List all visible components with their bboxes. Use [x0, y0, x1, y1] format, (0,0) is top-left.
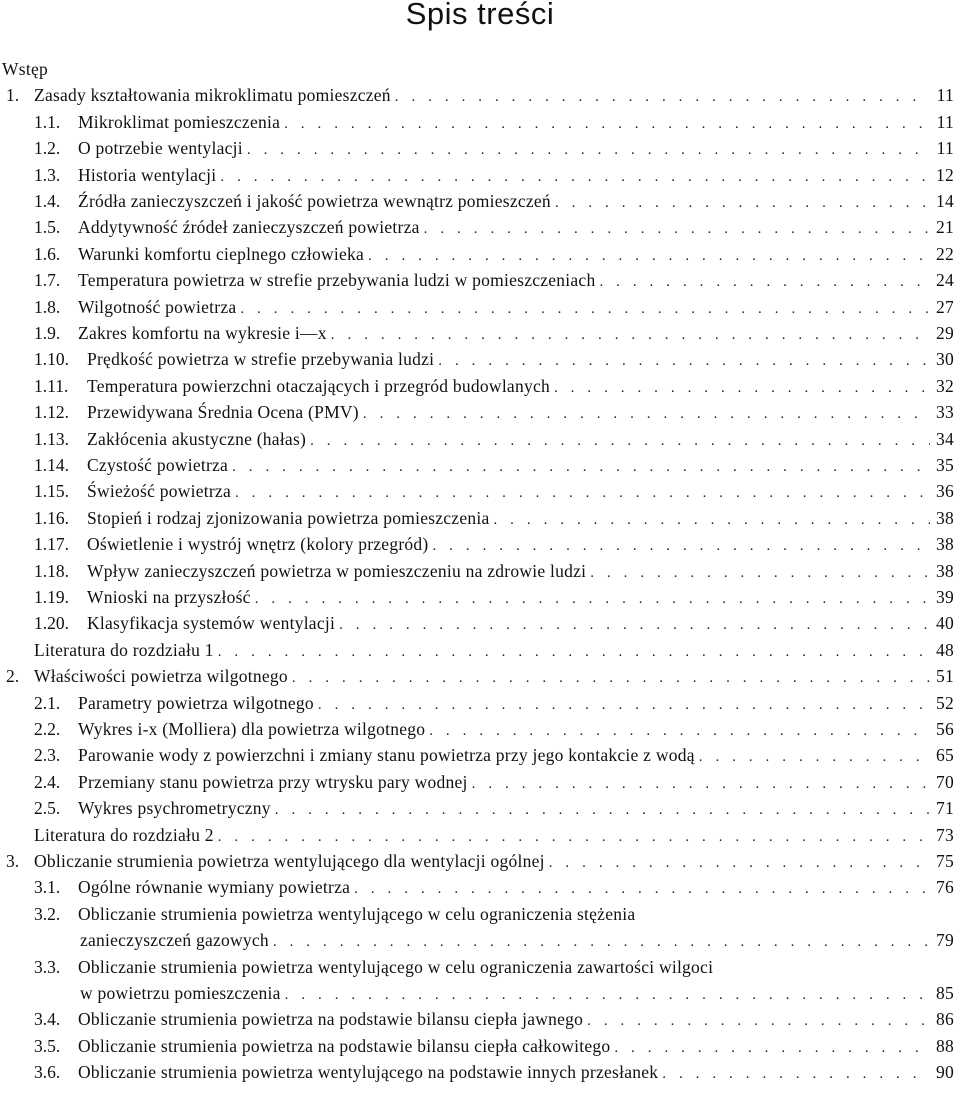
toc-entry-number: 2.	[6, 666, 20, 687]
toc-entry-page: 11	[936, 111, 954, 132]
dot-leader	[275, 797, 930, 823]
toc-entry-number: 1.9.	[34, 323, 61, 343]
toc-entry-number: 1.2.	[34, 138, 61, 159]
dot-leader	[240, 296, 930, 322]
toc-entry-number: 2.5.	[34, 798, 61, 819]
toc-entry-title: w powietrzu pomieszczenia	[80, 983, 281, 1003]
toc-entry-title: Przewidywana Średnia Ocena (PMV)	[87, 402, 359, 423]
toc-entry-title: Wilgotność powietrza	[78, 296, 237, 317]
toc-entry-title: Temperatura powietrza w strefie przebywania ludzi w pomieszczeniach	[78, 270, 596, 291]
toc-entry-title: Parowanie wody z powierzchni i zmiany stanu powietrza przy jego kontakcie z wodą	[78, 745, 695, 766]
dot-leader	[363, 401, 930, 427]
toc-entry-title: Mikroklimat pomieszczenia	[78, 111, 281, 132]
toc-entry-title: Zakres komfortu na wykresie i—x	[78, 323, 327, 343]
toc-entry-number: 1.5.	[34, 217, 61, 238]
toc-entry-number: 1.17.	[34, 534, 69, 555]
dot-leader	[218, 824, 930, 850]
toc-entry-title: Literatura do rozdziału 1	[34, 639, 214, 660]
toc-entry-page: 14	[936, 191, 954, 211]
toc-entry-page: 30	[936, 349, 954, 370]
dot-leader	[432, 533, 930, 559]
dot-leader	[331, 322, 930, 348]
toc-entry-title: Obliczanie strumienia powietrza wentylującego dla wentylacji ogólnej	[34, 851, 545, 871]
toc-entry-page: 73	[936, 824, 954, 845]
toc-entry-number: 1.1.	[34, 111, 61, 132]
toc-entry-title: Wykres psychrometryczny	[78, 798, 271, 819]
toc-entry-title: Wstęp	[2, 59, 48, 79]
toc-entry-title: Zasady kształtowania mikroklimatu pomieszczeń	[34, 85, 391, 106]
toc-entry-title: Czystość powietrza	[87, 455, 229, 475]
toc-entry-title: Świeżość powietrza	[87, 481, 231, 502]
toc-entry-title: Obliczanie strumienia powietrza wentylującego w celu ograniczenia stężenia	[78, 903, 636, 924]
toc-entry-title: Obliczanie strumienia powietrza wentylującego w celu ograniczenia zawartości wilgoci	[78, 956, 714, 977]
toc-entry-number: 3.5.	[34, 1035, 61, 1056]
toc-entry-page: 86	[936, 1009, 954, 1030]
toc-entry-number: 1.14.	[34, 455, 69, 475]
dot-leader	[273, 929, 930, 955]
toc-entry-title: Oświetlenie i wystrój wnętrz (kolory przegród)	[87, 534, 429, 555]
dot-leader	[220, 164, 930, 190]
toc-entry-number: 1.16.	[34, 507, 69, 528]
toc-entry-title: zanieczyszczeń gazowych	[80, 930, 269, 951]
toc-entry-title: Źródła zanieczyszczeń i jakość powietrza wewnątrz pomieszczeń	[78, 191, 551, 211]
toc-entry-number: 1.10.	[34, 349, 69, 370]
toc-entry-number: 3.4.	[34, 1009, 61, 1030]
toc-entry-page: 32	[936, 375, 954, 396]
page-title: Spis treści	[405, 0, 555, 31]
toc-entry-number: 1.18.	[34, 560, 69, 581]
dot-leader	[614, 1035, 930, 1061]
dot-leader	[699, 744, 930, 770]
dot-leader	[395, 84, 930, 110]
toc-entry-page: 21	[936, 217, 954, 238]
toc-entry-title: Warunki komfortu cieplnego człowieka	[78, 243, 365, 264]
toc-entry-number: 3.6.	[34, 1062, 61, 1083]
toc-entry-page: 38	[936, 507, 954, 528]
toc-entry-number: 2.1.	[34, 692, 61, 713]
toc-entry-page: 75	[936, 851, 954, 871]
toc-entry-number: 1.12.	[34, 402, 69, 423]
dot-leader	[554, 375, 930, 401]
toc-entry-page: 51	[936, 666, 954, 687]
dot-leader	[284, 111, 930, 137]
toc-entry-number: 2.2.	[34, 719, 61, 739]
dot-leader	[590, 560, 930, 586]
toc-entry-title: Parametry powietrza wilgotnego	[78, 692, 314, 713]
dot-leader	[662, 1061, 930, 1087]
toc-entry-page: 39	[936, 587, 954, 607]
toc-entry-page: 27	[936, 296, 954, 317]
dot-leader	[587, 1008, 930, 1034]
toc-entry-page: 85	[936, 983, 954, 1003]
toc-entry-number: 1.8.	[34, 296, 61, 317]
toc-entry-page: 52	[936, 692, 954, 713]
dot-leader	[599, 269, 930, 295]
toc-entry-page: 65	[936, 745, 954, 766]
toc-entry-page: 24	[936, 270, 954, 291]
toc-entry-page: 29	[936, 323, 954, 343]
dot-leader	[310, 428, 930, 454]
toc-entry-title: Addytywność źródeł zanieczyszczeń powietrza	[78, 217, 420, 238]
toc-entry-page: 11	[936, 138, 954, 159]
toc-entry-title: Stopień i rodzaj zjonizowania powietrza pomieszczenia	[87, 507, 490, 528]
toc-entry-number: 3.3.	[34, 956, 61, 977]
dot-leader	[493, 507, 930, 533]
toc-entry-page: 70	[936, 771, 954, 792]
toc-entry-page: 71	[936, 798, 954, 819]
toc-entry-number: 2.3.	[34, 745, 61, 766]
dot-leader	[549, 850, 930, 876]
toc-entry-number: 1.20.	[34, 613, 69, 634]
toc-entry-page: 38	[936, 534, 954, 555]
toc-entry-number: 3.1.	[34, 877, 61, 898]
toc-entry-number: 1.	[6, 85, 20, 106]
dot-leader	[438, 348, 930, 374]
toc-entry-number: 1.15.	[34, 481, 69, 502]
toc-entry-title: Temperatura powierzchni otaczających i przegród budowlanych	[87, 375, 550, 396]
toc-entry-page: 90	[936, 1062, 954, 1083]
toc-entry-title: Wpływ zanieczyszczeń powietrza w pomieszczeniu na zdrowie ludzi	[87, 560, 587, 581]
dot-leader	[235, 480, 930, 506]
dot-leader	[285, 982, 930, 1008]
toc-entry-title: Zakłócenia akustyczne (hałas)	[87, 428, 307, 449]
toc-entry-title: Ogólne równanie wymiany powietrza	[78, 877, 351, 898]
toc-entry-page: 33	[936, 402, 954, 423]
toc-entry-number: 3.	[6, 851, 20, 871]
dot-leader	[318, 692, 930, 718]
toc-entry-page: 40	[936, 613, 954, 634]
toc-entry-page: 22	[936, 243, 954, 264]
toc-entry-page: 79	[936, 930, 954, 951]
toc-entry-page: 36	[936, 481, 954, 502]
dot-leader	[368, 243, 930, 269]
dot-leader	[555, 190, 930, 216]
dot-leader	[218, 639, 930, 665]
dot-leader	[232, 454, 930, 480]
toc-entry-number: 1.19.	[34, 587, 69, 607]
dot-leader	[339, 612, 930, 638]
toc-entry-page: 76	[936, 877, 954, 898]
toc-entry-number: 1.3.	[34, 164, 61, 185]
toc-entry-title: Wykres i-x (Molliera) dla powietrza wilgotnego	[78, 719, 426, 739]
dot-leader	[472, 771, 930, 797]
toc-entry-number: 2.4.	[34, 771, 61, 792]
toc-entry-title: Obliczanie strumienia powietrza na podstawie bilansu ciepła jawnego	[78, 1009, 584, 1030]
toc-entry-page: 11	[936, 85, 954, 106]
dot-leader	[424, 216, 930, 242]
toc-entry-title: Historia wentylacji	[78, 164, 217, 185]
toc-entry-number: 1.13.	[34, 428, 69, 449]
dot-leader	[354, 876, 930, 902]
toc-entry-page: 38	[936, 560, 954, 581]
toc-entry-title: Prędkość powietrza w strefie przebywania ludzi	[87, 349, 435, 370]
toc-entry-title: Właściwości powietrza wilgotnego	[34, 666, 288, 687]
toc-entry-page: 35	[936, 455, 954, 475]
toc-entry-page: 12	[936, 164, 954, 185]
toc-entry-number: 3.2.	[34, 903, 61, 924]
dot-leader	[255, 586, 930, 612]
toc-entry-page: 88	[936, 1035, 954, 1056]
dot-leader	[292, 665, 930, 691]
toc-entry-title: Przemiany stanu powietrza przy wtrysku pary wodnej	[78, 771, 468, 792]
toc-entry-title: Obliczanie strumienia powietrza wentylującego na podstawie innych przesłanek	[78, 1062, 659, 1083]
toc-entry-title: O potrzebie wentylacji	[78, 138, 243, 159]
toc-entry-title: Wnioski na przyszłość	[87, 587, 251, 607]
toc-entry-title: Literatura do rozdziału 2	[34, 824, 214, 845]
toc-entry-number: 1.7.	[34, 270, 61, 291]
toc-entry-page: 48	[936, 639, 954, 660]
toc-entry-page: 56	[936, 719, 954, 739]
toc-entry-title: Obliczanie strumienia powietrza na podstawie bilansu ciepła całkowitego	[78, 1035, 611, 1056]
toc-entry-number: 1.6.	[34, 243, 61, 264]
dot-leader	[429, 718, 930, 744]
toc-entry-title: Klasyfikacja systemów wentylacji	[87, 613, 336, 634]
toc-entry-number: 1.4.	[34, 191, 61, 211]
toc-entry-page: 34	[936, 428, 954, 449]
dot-leader	[247, 137, 930, 163]
toc-entry-number: 1.11.	[34, 375, 69, 396]
